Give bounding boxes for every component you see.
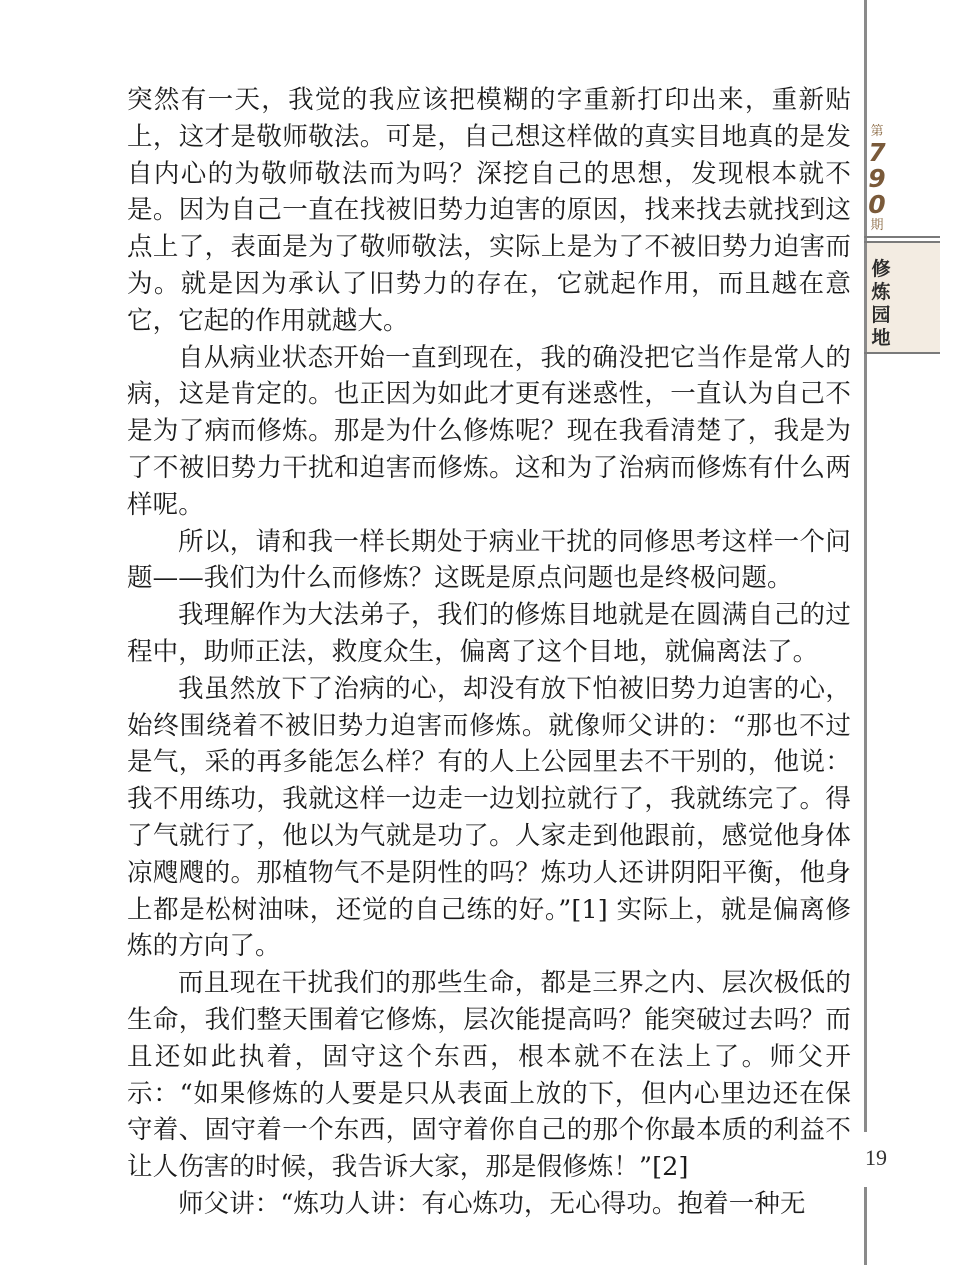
paragraph: 突然有一天，我觉的我应该把模糊的字重新打印出来，重新贴上，这才是敬师敬法。可是，自己想这样做的真实目地真的是发自内心的为敬师敬法而为吗？深挖自己的思想，发现根本就不是。因为自己一直在找被旧势力迫害的原因，找来找去就找到这点上了，表面是为了敬师敬法，实际上是为了不被旧势力迫害而为。就是因为承认了旧势力的存在，它就起作用，而且越在意它，它起的作用就越大。	[127, 85, 851, 336]
paragraph: 我理解作为大法弟子，我们的修炼目地就是在圆满自己的过程中，助师正法，救度众生，偏离了这个目地，就偏离法了。	[127, 600, 851, 667]
paragraph: 自从病业状态开始一直到现在，我的确没把它当作是常人的病，这是肯定的。也正因为如此才更有迷惑性，一直认为自己不是为了病而修炼。那是为什么修炼呢？现在我看清楚了，我是为了不被旧势力干扰和迫害而修炼。这和为了治病而修炼有什么两样呢。	[127, 342, 851, 520]
section-rule-top	[864, 236, 940, 238]
section-char: 地	[871, 327, 891, 349]
page-number: 19	[865, 1145, 887, 1170]
paragraph: 师父讲：“炼功人讲：有心炼功，无心得功。抱着一种无	[178, 1188, 806, 1219]
section-char: 炼	[871, 281, 891, 303]
paragraph: 所以，请和我一样长期处于病业干扰的同修思考这样一个问题——我们为什么而修炼？这既是原点问题也是终极问题。	[127, 526, 851, 594]
issue-label	[867, 124, 887, 234]
issue-suffix: 期	[870, 218, 884, 233]
sidebar-divider-lower	[864, 1187, 867, 1265]
section-char: 园	[871, 304, 891, 326]
issue-prefix: 第	[870, 124, 884, 139]
section-char: 修	[871, 258, 891, 280]
page-sidebar	[864, 0, 978, 1265]
paragraph: 我虽然放下了治病的心，却没有放下怕被旧势力迫害的心，始终围绕着不被旧势力迫害而修炼。就像师父讲的：“那也不过是气，采的再多能怎么样？有的人上公园里去不干别的，他说：我不用练功，我就这样一边走一边划拉就行了，我就练完了。得了气就行了，他以为气就是功了。人家走到他跟前，感觉他身体凉飕飕的。那植物气不是阴性的吗？炼功人还讲阴阳平衡，他身上都是松树油味，还觉的自己练的好。”[1] 实际上，就是偏离修炼的方向了。	[127, 673, 851, 962]
issue-number-7: 7	[868, 138, 886, 167]
issue-number-9: 9	[868, 164, 886, 193]
article-body	[127, 82, 851, 1223]
section-rule-bottom	[864, 352, 940, 354]
issue-number-0: 0	[868, 190, 886, 219]
paragraph: 而且现在干扰我们的那些生命，都是三界之内、层次极低的生命，我们整天围着它修炼，层次能提高吗？能突破过去吗？而且还如此执着，固守这个东西，根本就不在法上了。师父开示：“如果修炼的人要是只从表面上放的下，但内心里边还在保守着、固守着一个东西，固守着你自己的那个你最本质的利益不让人伤害的时候，我告诉大家，那是假修炼！”[2]	[127, 968, 851, 1183]
section-title	[868, 258, 894, 350]
